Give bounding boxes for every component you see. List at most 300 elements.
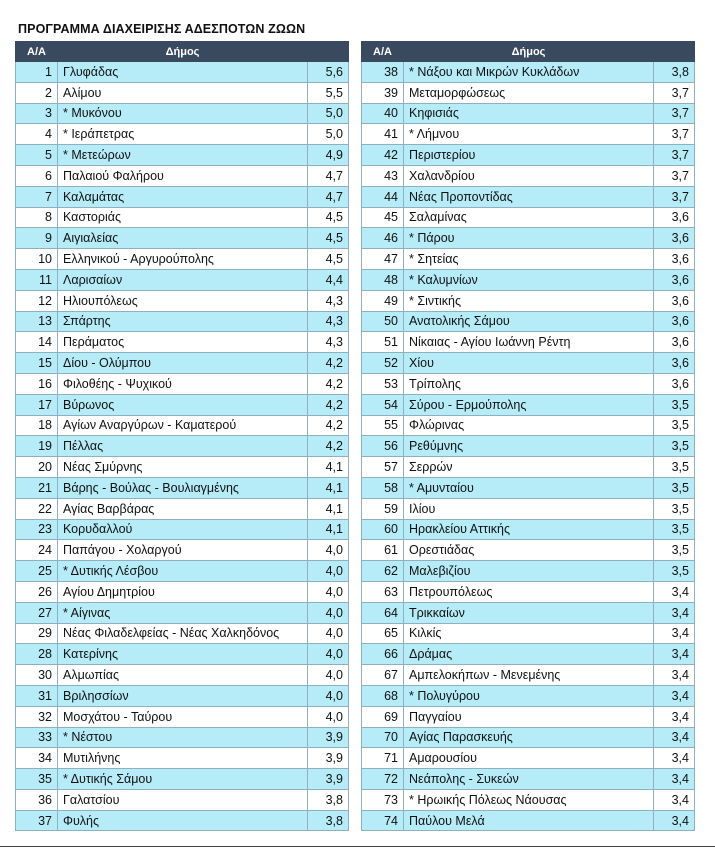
row-municipality: Παγγαίου [404,706,654,727]
table-row [16,290,349,311]
table-row [16,103,349,124]
table-row [16,186,349,207]
row-index: 24 [16,540,58,561]
row-score: 4,0 [308,644,349,665]
table-row [362,249,695,270]
row-index: 7 [16,186,58,207]
row-index: 54 [362,394,404,415]
table-row [362,228,695,249]
row-municipality: Βύρωνος [58,394,308,415]
row-score: 3,6 [654,373,695,394]
row-municipality: Κατερίνης [58,644,308,665]
row-municipality: Ηρακλείου Αττικής [404,519,654,540]
table-row [16,415,349,436]
row-index: 45 [362,207,404,228]
table-row [362,103,695,124]
table-row [16,228,349,249]
row-score: 3,5 [654,457,695,478]
row-index: 72 [362,769,404,790]
row-score: 3,6 [654,311,695,332]
row-index: 74 [362,810,404,831]
table-row [16,311,349,332]
table-row [16,706,349,727]
row-index: 50 [362,311,404,332]
table-row [362,623,695,644]
row-index: 48 [362,269,404,290]
row-index: 52 [362,353,404,374]
row-municipality: * Δυτικής Λέσβου [58,561,308,582]
table-row [16,519,349,540]
row-index: 58 [362,477,404,498]
row-index: 31 [16,685,58,706]
row-municipality: Λαρισαίων [58,269,308,290]
row-score: 5,6 [308,62,349,83]
table-header-row [362,42,695,62]
row-score: 3,4 [654,748,695,769]
row-municipality: Βάρης - Βούλας - Βουλιαγμένης [58,477,308,498]
row-index: 14 [16,332,58,353]
row-municipality: Χίου [404,353,654,374]
table-row [16,332,349,353]
row-index: 32 [16,706,58,727]
row-index: 41 [362,124,404,145]
row-municipality: Μαλεβιζίου [404,561,654,582]
table-row [16,457,349,478]
table-row [16,665,349,686]
row-score: 4,5 [308,249,349,270]
row-index: 67 [362,665,404,686]
row-municipality: Φυλής [58,810,308,831]
row-score: 3,4 [654,685,695,706]
row-score: 3,5 [654,436,695,457]
row-index: 63 [362,581,404,602]
table-row [362,165,695,186]
page-title: ΠΡΟΓΡΑΜΜΑ ΔΙΑΧΕΙΡΙΣΗΣ ΑΔΕΣΠΟΤΩΝ ΖΩΩΝ [18,22,306,36]
table-row [362,394,695,415]
table-row [16,789,349,810]
row-index: 62 [362,561,404,582]
row-index: 3 [16,103,58,124]
row-score: 3,5 [654,415,695,436]
row-municipality: Νέας Σμύρνης [58,457,308,478]
table-row [362,748,695,769]
table-row [16,769,349,790]
row-municipality: * Δυτικής Σάμου [58,769,308,790]
table-row [362,186,695,207]
row-score: 4,1 [308,498,349,519]
row-index: 13 [16,311,58,332]
row-municipality: Σερρών [404,457,654,478]
row-municipality: * Καλυμνίων [404,269,654,290]
row-score: 4,1 [308,477,349,498]
row-index: 33 [16,727,58,748]
row-municipality: Αλμωπίας [58,665,308,686]
row-municipality: Νίκαιας - Αγίου Ιωάννη Ρέντη [404,332,654,353]
table-row [16,165,349,186]
row-index: 28 [16,644,58,665]
row-index: 47 [362,249,404,270]
row-index: 5 [16,145,58,166]
table-row [362,477,695,498]
row-score: 4,5 [308,228,349,249]
row-index: 10 [16,249,58,270]
row-index: 11 [16,269,58,290]
row-index: 37 [16,810,58,831]
row-score: 4,0 [308,665,349,686]
row-score: 4,0 [308,685,349,706]
row-score: 4,2 [308,394,349,415]
row-municipality: Κηφισιάς [404,103,654,124]
table-row [362,332,695,353]
row-index: 71 [362,748,404,769]
row-index: 40 [362,103,404,124]
row-index: 8 [16,207,58,228]
left-table-body [16,62,349,831]
table-row [362,789,695,810]
row-municipality: Πέλλας [58,436,308,457]
table-row [16,727,349,748]
row-municipality: Χαλανδρίου [404,165,654,186]
index-header: Α/Α [16,42,58,62]
score-header [308,42,349,62]
row-municipality: Μεταμορφώσεως [404,82,654,103]
row-municipality: Νεάπολης - Συκεών [404,769,654,790]
table-row [362,436,695,457]
table-row [16,810,349,831]
row-score: 3,5 [654,561,695,582]
table-row [362,519,695,540]
row-municipality: Αιγιαλείας [58,228,308,249]
row-score: 4,2 [308,353,349,374]
row-index: 43 [362,165,404,186]
row-index: 25 [16,561,58,582]
row-index: 68 [362,685,404,706]
row-index: 17 [16,394,58,415]
row-score: 3,9 [308,748,349,769]
row-municipality: Ηλιουπόλεως [58,290,308,311]
row-municipality: Αμαρουσίου [404,748,654,769]
table-row [16,477,349,498]
row-municipality: Αγίου Δημητρίου [58,581,308,602]
row-municipality: Αγίων Αναργύρων - Καματερού [58,415,308,436]
table-row [16,540,349,561]
row-index: 30 [16,665,58,686]
row-index: 66 [362,644,404,665]
row-municipality: Φλώρινας [404,415,654,436]
table-row [362,269,695,290]
table-row [362,602,695,623]
row-score: 4,0 [308,706,349,727]
row-index: 20 [16,457,58,478]
row-municipality: Κιλκίς [404,623,654,644]
row-score: 4,7 [308,186,349,207]
row-index: 16 [16,373,58,394]
row-score: 3,8 [308,810,349,831]
row-municipality: Παλαιού Φαλήρου [58,165,308,186]
table-row [362,124,695,145]
row-score: 4,0 [308,581,349,602]
table-row [362,145,695,166]
row-score: 3,6 [654,290,695,311]
row-score: 3,5 [654,477,695,498]
row-score: 3,4 [654,644,695,665]
table-row [362,415,695,436]
table-row [16,644,349,665]
row-municipality: Γλυφάδας [58,62,308,83]
row-score: 3,4 [654,769,695,790]
row-index: 26 [16,581,58,602]
row-score: 3,7 [654,145,695,166]
right-table-body [362,62,695,831]
row-municipality: Παύλου Μελά [404,810,654,831]
row-municipality: Νέας Προποντίδας [404,186,654,207]
row-municipality: Σπάρτης [58,311,308,332]
row-score: 3,8 [654,62,695,83]
row-index: 22 [16,498,58,519]
row-municipality: Φιλοθέης - Ψυχικού [58,373,308,394]
row-municipality: * Μυκόνου [58,103,308,124]
row-municipality: * Σητείας [404,249,654,270]
row-index: 38 [362,62,404,83]
row-score: 4,2 [308,415,349,436]
row-index: 39 [362,82,404,103]
table-row [16,394,349,415]
row-municipality: * Νάξου και Μικρών Κυκλάδων [404,62,654,83]
row-index: 19 [16,436,58,457]
row-score: 3,7 [654,103,695,124]
row-municipality: Ανατολικής Σάμου [404,311,654,332]
row-municipality: Πετρουπόλεως [404,581,654,602]
table-row [362,810,695,831]
row-index: 36 [16,789,58,810]
row-index: 49 [362,290,404,311]
table-row [16,748,349,769]
score-header [654,42,695,62]
table-row [16,62,349,83]
row-score: 3,4 [654,810,695,831]
row-score: 4,7 [308,165,349,186]
row-score: 3,7 [654,186,695,207]
table-row [16,685,349,706]
row-municipality: * Πάρου [404,228,654,249]
row-index: 46 [362,228,404,249]
table-row [16,561,349,582]
row-index: 6 [16,165,58,186]
row-score: 3,6 [654,332,695,353]
table-row [362,644,695,665]
table-row [362,769,695,790]
row-score: 5,5 [308,82,349,103]
table-row [16,373,349,394]
row-municipality: * Αμυνταίου [404,477,654,498]
row-index: 51 [362,332,404,353]
table-row [362,82,695,103]
row-score: 3,6 [654,207,695,228]
right-table [361,41,695,831]
row-score: 5,0 [308,124,349,145]
row-score: 3,6 [654,228,695,249]
table-row [16,623,349,644]
municipality-header: Δήμος [58,42,308,62]
row-municipality: Αγίας Παρασκευής [404,727,654,748]
row-municipality: Δίου - Ολύμπου [58,353,308,374]
row-score: 4,3 [308,311,349,332]
row-index: 61 [362,540,404,561]
row-municipality: Καλαμάτας [58,186,308,207]
row-score: 3,4 [654,706,695,727]
table-row [16,145,349,166]
row-municipality: * Ιεράπετρας [58,124,308,145]
table-row [16,249,349,270]
row-municipality: * Μετεώρων [58,145,308,166]
row-score: 4,0 [308,602,349,623]
row-index: 70 [362,727,404,748]
row-score: 4,5 [308,207,349,228]
row-score: 4,3 [308,332,349,353]
row-score: 4,1 [308,457,349,478]
row-score: 5,0 [308,103,349,124]
row-municipality: Νέας Φιλαδελφείας - Νέας Χαλκηδόνος [58,623,308,644]
row-score: 3,4 [654,789,695,810]
table-row [362,498,695,519]
row-municipality: Αμπελοκήπων - Μενεμένης [404,665,654,686]
row-score: 4,1 [308,519,349,540]
row-index: 29 [16,623,58,644]
row-municipality: Ορεστιάδας [404,540,654,561]
row-score: 3,4 [654,581,695,602]
row-index: 53 [362,373,404,394]
row-index: 9 [16,228,58,249]
table-row [362,62,695,83]
row-municipality: Μοσχάτου - Ταύρου [58,706,308,727]
row-municipality: Αγίας Βαρβάρας [58,498,308,519]
table-row [16,124,349,145]
row-score: 4,0 [308,561,349,582]
row-index: 35 [16,769,58,790]
row-score: 3,5 [654,519,695,540]
row-municipality: Δράμας [404,644,654,665]
table-row [362,207,695,228]
row-municipality: Σαλαμίνας [404,207,654,228]
row-score: 3,9 [308,769,349,790]
row-index: 2 [16,82,58,103]
row-score: 3,7 [654,124,695,145]
row-index: 69 [362,706,404,727]
row-score: 3,5 [654,540,695,561]
row-index: 57 [362,457,404,478]
table-row [16,82,349,103]
row-index: 60 [362,519,404,540]
table-row [362,290,695,311]
row-index: 23 [16,519,58,540]
row-score: 3,9 [308,727,349,748]
table-row [16,602,349,623]
row-index: 55 [362,415,404,436]
row-municipality: * Λήμνου [404,124,654,145]
row-score: 3,4 [654,727,695,748]
row-score: 4,4 [308,269,349,290]
table-row [362,311,695,332]
municipality-header: Δήμος [404,42,654,62]
row-index: 42 [362,145,404,166]
row-index: 73 [362,789,404,810]
row-score: 4,3 [308,290,349,311]
table-row [16,269,349,290]
row-score: 3,6 [654,353,695,374]
row-score: 3,6 [654,249,695,270]
row-municipality: Κορυδαλλού [58,519,308,540]
table-row [362,665,695,686]
row-index: 21 [16,477,58,498]
row-index: 44 [362,186,404,207]
bottom-divider [0,846,715,847]
row-index: 18 [16,415,58,436]
row-municipality: Τρίπολης [404,373,654,394]
row-score: 3,4 [654,602,695,623]
row-index: 34 [16,748,58,769]
table-row [362,373,695,394]
row-score: 3,6 [654,269,695,290]
row-municipality: Ελληνικού - Αργυρούπολης [58,249,308,270]
table-row [362,353,695,374]
row-score: 3,5 [654,498,695,519]
row-score: 3,8 [308,789,349,810]
row-index: 1 [16,62,58,83]
table-row [16,207,349,228]
row-score: 3,5 [654,394,695,415]
index-header: Α/Α [362,42,404,62]
table-row [362,685,695,706]
table-row [362,706,695,727]
row-municipality: Καστοριάς [58,207,308,228]
table-row [362,581,695,602]
row-municipality: * Ηρωικής Πόλεως Νάουσας [404,789,654,810]
row-municipality: * Πολυγύρου [404,685,654,706]
row-municipality: Περάματος [58,332,308,353]
row-municipality: * Αίγινας [58,602,308,623]
row-index: 65 [362,623,404,644]
row-score: 4,0 [308,623,349,644]
row-score: 4,9 [308,145,349,166]
row-municipality: Τρικκαίων [404,602,654,623]
row-index: 12 [16,290,58,311]
table-row [362,457,695,478]
row-score: 3,7 [654,82,695,103]
row-municipality: Αλίμου [58,82,308,103]
row-index: 64 [362,602,404,623]
row-municipality: Σύρου - Ερμούπολης [404,394,654,415]
row-index: 4 [16,124,58,145]
row-score: 3,4 [654,623,695,644]
row-score: 4,2 [308,436,349,457]
row-score: 3,7 [654,165,695,186]
table-row [16,498,349,519]
left-table [15,41,349,831]
table-row [16,581,349,602]
row-score: 4,2 [308,373,349,394]
table-row [362,727,695,748]
row-municipality: Γαλατσίου [58,789,308,810]
row-municipality: Ρεθύμνης [404,436,654,457]
row-index: 59 [362,498,404,519]
row-score: 3,4 [654,665,695,686]
row-index: 15 [16,353,58,374]
table-header-row [16,42,349,62]
row-score: 4,0 [308,540,349,561]
table-row [362,561,695,582]
row-index: 27 [16,602,58,623]
row-municipality: * Σιντικής [404,290,654,311]
